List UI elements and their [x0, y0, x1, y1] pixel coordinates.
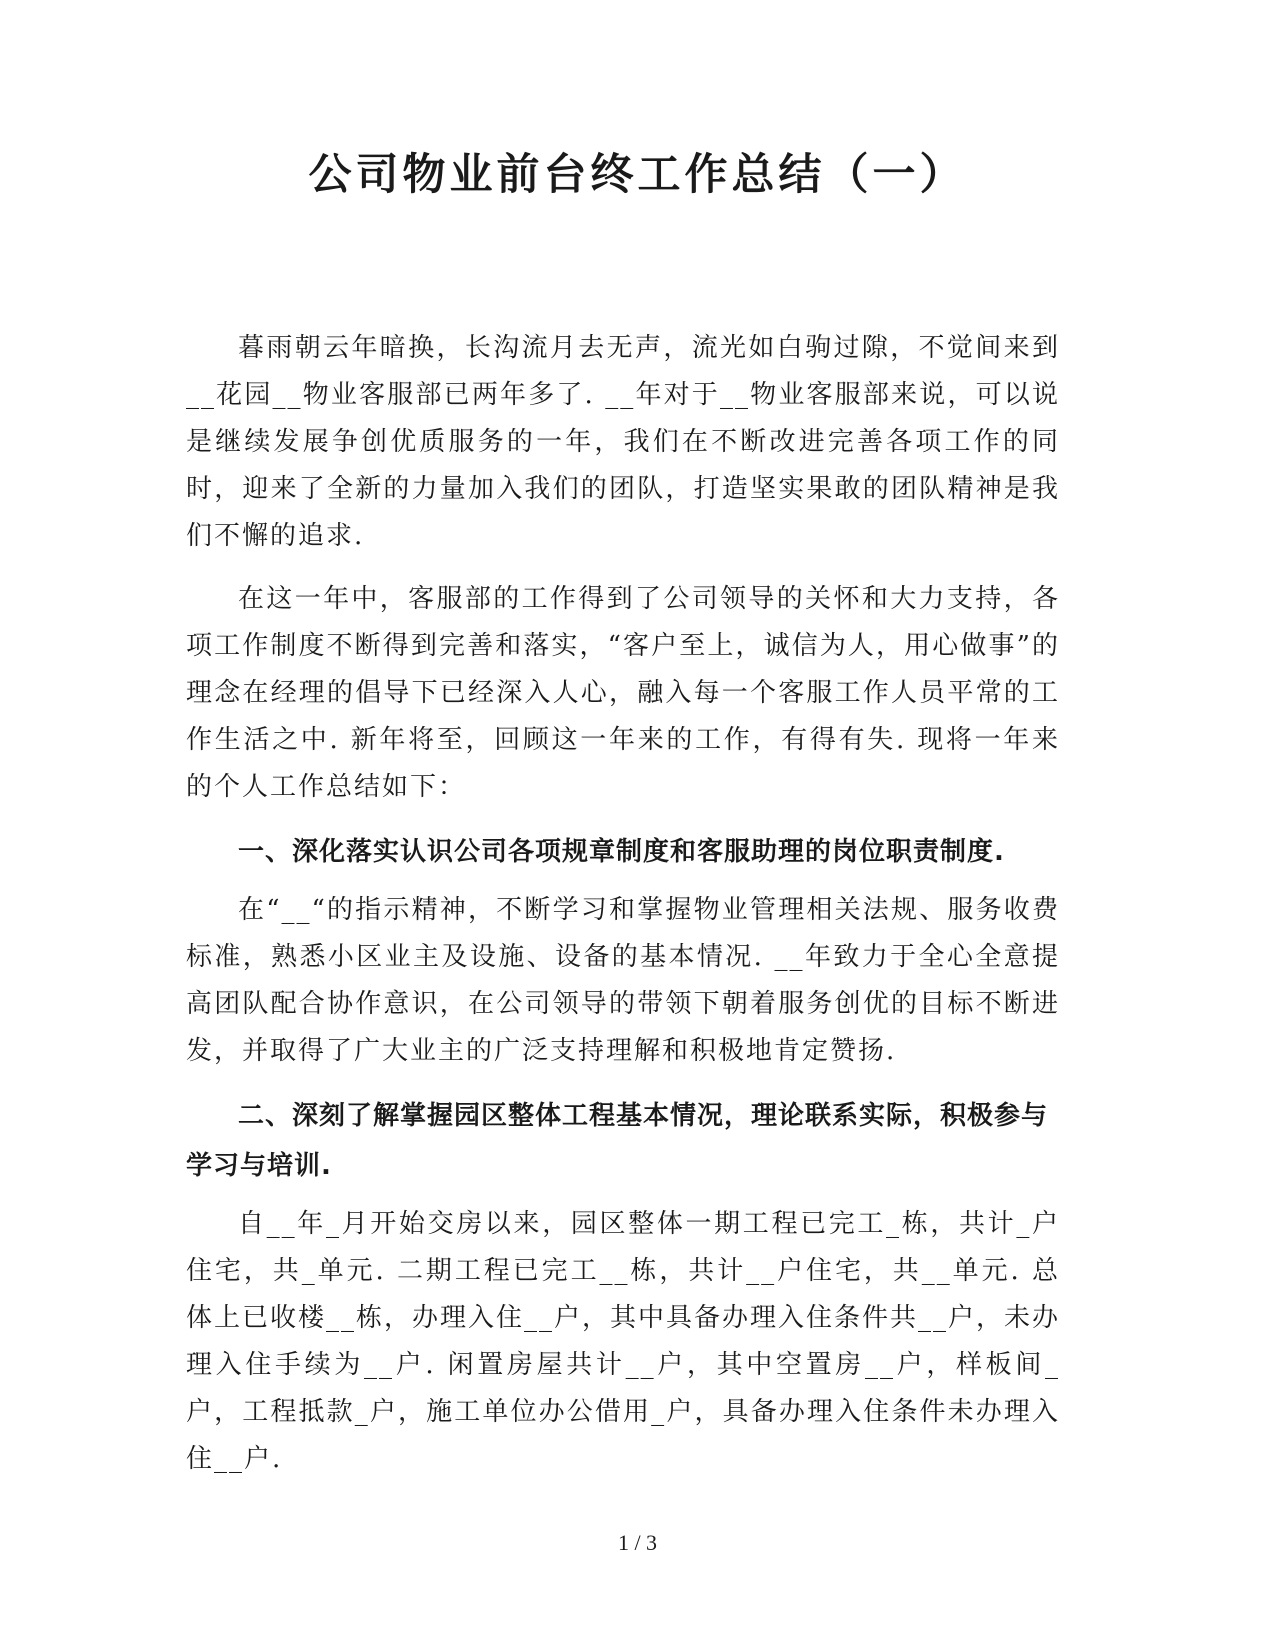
page-number: 1 / 3 [617, 1530, 658, 1555]
section-heading-1: 一、深化落实认识公司各项规章制度和客服助理的岗位职责制度. [238, 837, 1005, 867]
document-body [186, 325, 1060, 1499]
paragraph-year-review: 在这一年中，客服部的工作得到了公司领导的关怀和大力支持，各项工作制度不断得到完善和落实，“客户至上，诚信为人，用心做事”的理念在经理的倡导下已经深入人心，融入每一个客服工作人员平常的工作生活之中. 新年将至，回顾这一年来的工作，有得有失. 现将一年来的个人工作总结如下： [186, 584, 1060, 802]
section-heading-2: 二、深刻了解掌握园区整体工程基本情况，理论联系实际，积极参与学习与培训. [186, 1101, 1049, 1181]
paragraph-section-2: 自__年_月开始交房以来，园区整体一期工程已完工_栋，共计_户住宅，共_单元. 二期工程已完工__栋，共计__户住宅，共__单元. 总体上已收楼__栋，办理入住__户，其中具备办理入住条件共__户，未办理入住手续为__户. 闲置房屋共计__户，其中空置房__户，样板间_户，工程抵款_户，施工单位办公借用_户，具备办理入住条件未办理入住__户. [186, 1209, 1061, 1474]
paragraph-section-1: 在“__“的指示精神，不断学习和掌握物业管理相关法规、服务收费标准，熟悉小区业主及设施、设备的基本情况. __年致力于全心全意提高团队配合协作意识，在公司领导的带领下朝着服务创优的目标不断进发，并取得了广大业主的广泛支持理解和积极地肯定赞扬. [186, 895, 1060, 1066]
document-title: 公司物业前台终工作总结（一） [308, 150, 967, 200]
paragraph-intro: 暮雨朝云年暗换，长沟流月去无声，流光如白驹过隙，不觉间来到__花园__物业客服部已两年多了. __年对于__物业客服部来说，可以说是继续发展争创优质服务的一年，我们在不断改进完善各项工作的同时，迎来了全新的力量加入我们的团队，打造坚实果敢的团队精神是我们不懈的追求. [186, 333, 1060, 551]
